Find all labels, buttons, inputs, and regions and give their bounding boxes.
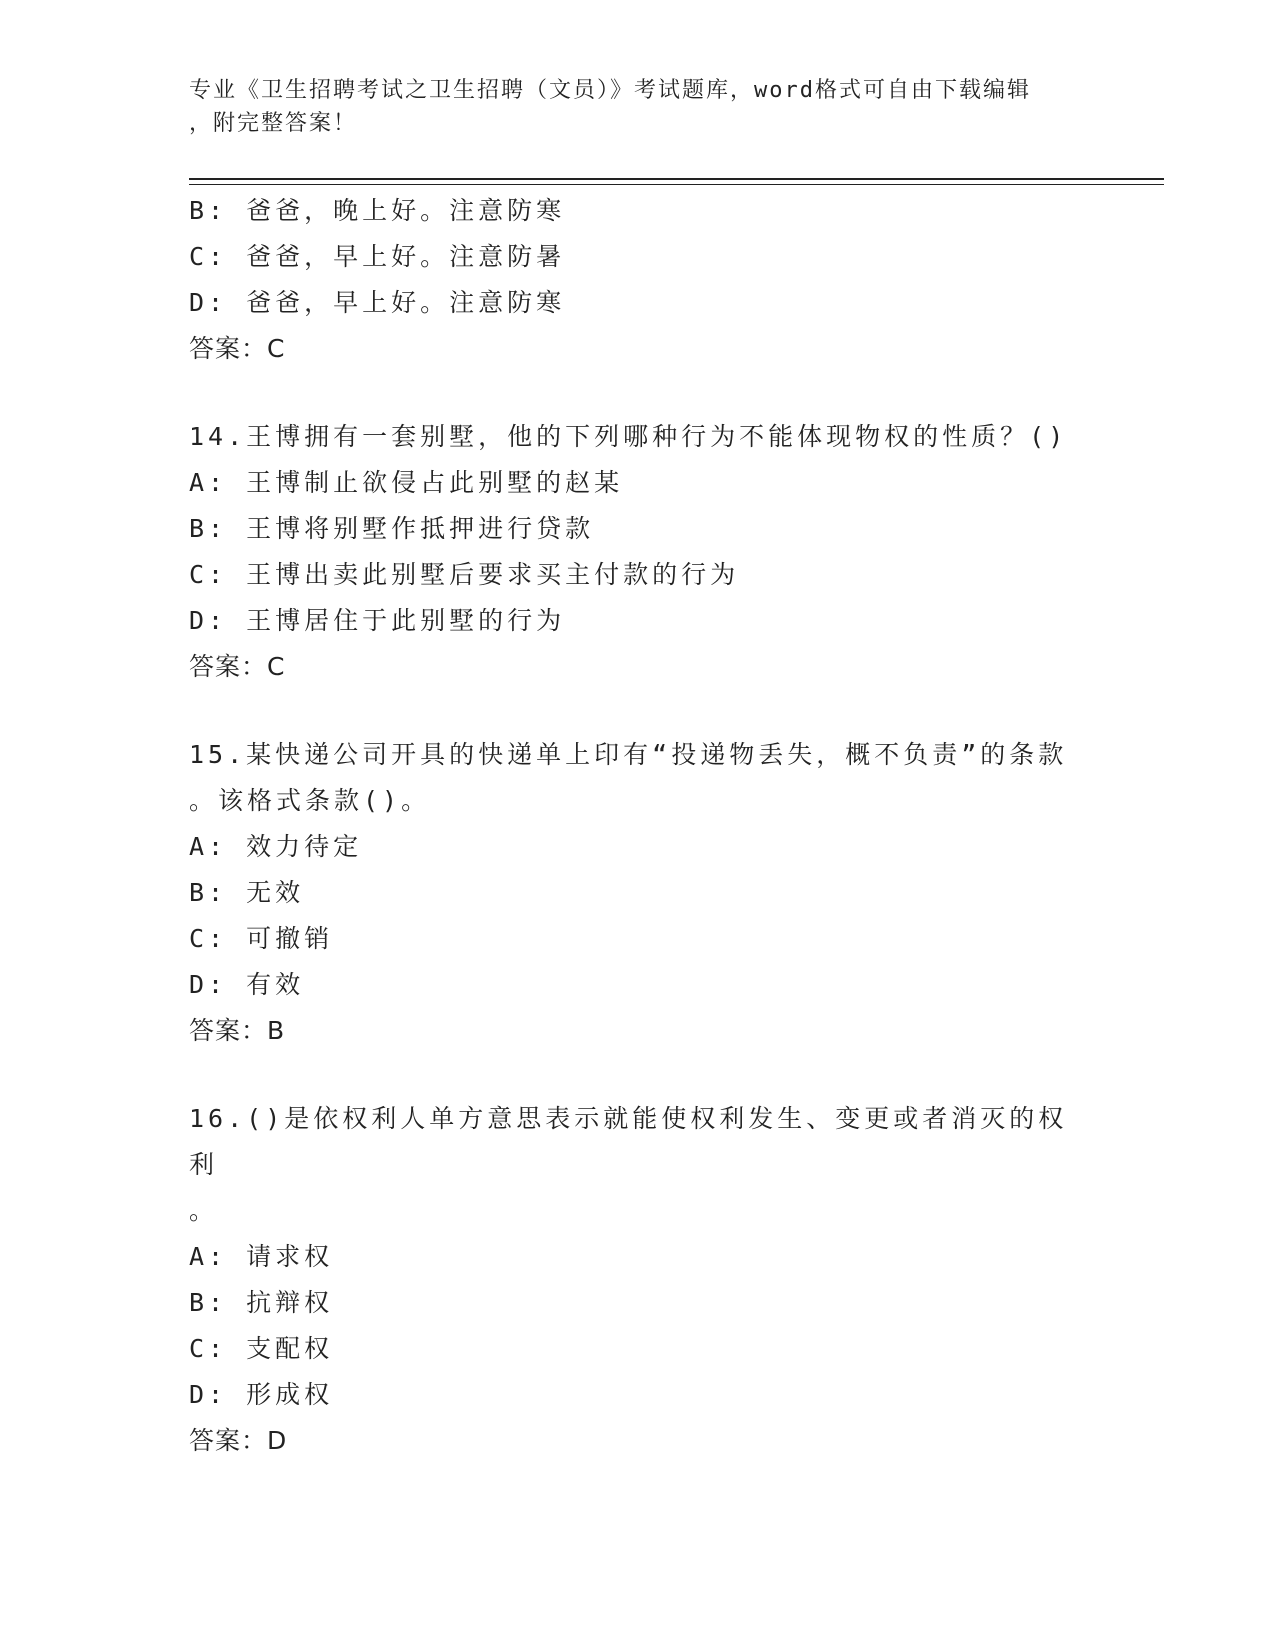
- option-c: C: 王博出卖此别墅后要求买主付款的行为: [189, 560, 740, 589]
- header-line-2: ，附完整答案！: [189, 111, 358, 136]
- option-c: C: 支配权: [189, 1334, 334, 1363]
- spacer: [189, 690, 1089, 732]
- question-16: [189, 1096, 1089, 1464]
- question-stem: 14.王博拥有一套别墅，他的下列哪种行为不能体现物权的性质？(): [189, 422, 1068, 451]
- question-stem-line-1: 15.某快递公司开具的快递单上印有“投递物丢失，概不负责”的条款: [189, 740, 1068, 769]
- document-header: [189, 74, 1089, 140]
- option-c: C: 爸爸，早上好。注意防暑: [189, 242, 566, 271]
- question-list: [189, 188, 1089, 1464]
- question-stem-line-1: 16.()是依权利人单方意思表示就能使权利发生、变更或者消灭的权利: [189, 1104, 1068, 1179]
- question-13: [189, 188, 1089, 372]
- option-d: D: 有效: [189, 970, 305, 999]
- spacer: [189, 1054, 1089, 1096]
- answer: 答案：C: [189, 652, 286, 681]
- question-15: [189, 732, 1089, 1054]
- option-a: A: 王博制止欲侵占此别墅的赵某: [189, 468, 624, 497]
- option-d: D: 形成权: [189, 1380, 334, 1409]
- question-14: [189, 414, 1089, 690]
- header-divider-thick: [189, 178, 1164, 180]
- option-d: D: 王博居住于此别墅的行为: [189, 606, 566, 635]
- answer: 答案：B: [189, 1016, 286, 1045]
- header-line-1: 专业《卫生招聘考试之卫生招聘（文员）》考试题库，word格式可自由下载编辑: [189, 78, 1031, 103]
- option-a: A: 效力待定: [189, 832, 363, 861]
- option-b: B: 爸爸，晚上好。注意防寒: [189, 196, 566, 225]
- question-stem-line-2: 。该格式条款()。: [189, 786, 431, 815]
- option-b: B: 抗辩权: [189, 1288, 334, 1317]
- option-d: D: 爸爸，早上好。注意防寒: [189, 288, 566, 317]
- option-c: C: 可撤销: [189, 924, 334, 953]
- header-divider-thin: [189, 184, 1164, 185]
- answer: 答案：D: [189, 1426, 288, 1455]
- question-stem-line-2: 。: [189, 1196, 219, 1225]
- answer: 答案：C: [189, 334, 286, 363]
- option-b: B: 王博将别墅作抵押进行贷款: [189, 514, 595, 543]
- option-a: A: 请求权: [189, 1242, 334, 1271]
- option-b: B: 无效: [189, 878, 305, 907]
- spacer: [189, 372, 1089, 414]
